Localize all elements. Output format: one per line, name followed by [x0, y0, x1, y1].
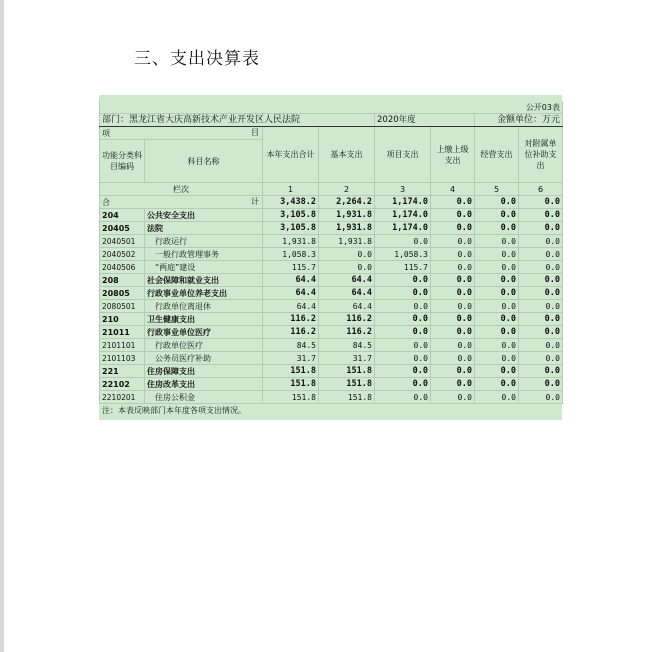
row-value: 3,105.8	[263, 222, 319, 235]
expenditure-table-sheet	[99, 95, 562, 420]
row-value: 0.0	[519, 365, 563, 378]
table-body	[100, 209, 563, 404]
row-value: 3,105.8	[263, 209, 319, 222]
header-item-left: 项	[102, 128, 110, 138]
row-value: 0.0	[475, 339, 519, 352]
row-value: 115.7	[375, 261, 431, 274]
row-name: 一般行政管理事务	[145, 248, 263, 261]
row-value: 0.0	[475, 313, 519, 326]
row-value: 0.0	[475, 287, 519, 300]
column-number: 1	[263, 183, 319, 196]
row-code: 2040506	[100, 261, 145, 274]
row-value: 116.2	[319, 313, 375, 326]
row-name: 行政事业单位医疗	[145, 326, 263, 339]
row-value: 64.4	[319, 300, 375, 313]
header-name: 科目名称	[145, 140, 263, 183]
table-row	[100, 326, 563, 339]
row-value: 151.8	[263, 378, 319, 391]
row-value: 64.4	[263, 274, 319, 287]
note-row	[100, 404, 563, 417]
table-row	[100, 365, 563, 378]
row-value: 0.0	[375, 287, 431, 300]
row-value: 0.0	[431, 235, 475, 248]
row-value: 0.0	[475, 365, 519, 378]
total-value: 2,264.2	[319, 196, 375, 209]
row-name: 住房改革支出	[145, 378, 263, 391]
row-value: 0.0	[475, 248, 519, 261]
row-value: 1,931.8	[263, 235, 319, 248]
row-name: 公务员医疗补助	[145, 352, 263, 365]
row-value: 116.2	[319, 326, 375, 339]
row-value: 84.5	[319, 339, 375, 352]
column-number: 4	[431, 183, 475, 196]
row-value: 151.8	[263, 391, 319, 404]
header-project: 项目支出	[375, 127, 431, 183]
row-value: 0.0	[519, 274, 563, 287]
row-value: 64.4	[263, 287, 319, 300]
row-value: 1,058.3	[263, 248, 319, 261]
row-value: 1,174.0	[375, 222, 431, 235]
row-value: 115.7	[263, 261, 319, 274]
row-code: 2040502	[100, 248, 145, 261]
row-value: 0.0	[375, 352, 431, 365]
row-value: 151.8	[263, 365, 319, 378]
row-value: 0.0	[431, 378, 475, 391]
table-row	[100, 248, 563, 261]
row-value: 0.0	[475, 222, 519, 235]
row-value: 0.0	[375, 339, 431, 352]
form-number: 公开03表	[519, 101, 563, 114]
amount-unit: 金额单位：万元	[475, 114, 563, 127]
row-name: 行政事业单位养老支出	[145, 287, 263, 300]
header-item-row	[100, 127, 563, 140]
column-number: 6	[519, 183, 563, 196]
expenditure-table	[99, 95, 563, 417]
form-number-row	[100, 101, 563, 114]
row-value: 0.0	[475, 235, 519, 248]
row-value: 0.0	[475, 326, 519, 339]
row-value: 0.0	[519, 391, 563, 404]
column-number: 2	[319, 183, 375, 196]
fiscal-year: 2020年度	[375, 114, 475, 127]
row-value: 0.0	[475, 391, 519, 404]
table-row	[100, 222, 563, 235]
row-value: 64.4	[319, 287, 375, 300]
row-value: 1,931.8	[319, 235, 375, 248]
row-name: 行政运行	[145, 235, 263, 248]
department-label: 部门：黑龙江省大庆高新技术产业开发区人民法院	[100, 114, 375, 127]
row-name: 住房公积金	[145, 391, 263, 404]
table-row	[100, 339, 563, 352]
row-value: 0.0	[519, 339, 563, 352]
row-value: 64.4	[263, 300, 319, 313]
total-row	[100, 196, 563, 209]
row-value: 1,174.0	[375, 209, 431, 222]
row-value: 0.0	[431, 248, 475, 261]
row-name: 住房保障支出	[145, 365, 263, 378]
row-value: 0.0	[519, 326, 563, 339]
row-value: 0.0	[431, 274, 475, 287]
row-code: 210	[100, 313, 145, 326]
table-row	[100, 287, 563, 300]
row-value: 1,058.3	[375, 248, 431, 261]
row-value: 0.0	[519, 261, 563, 274]
table-row	[100, 274, 563, 287]
header-basic: 基本支出	[319, 127, 375, 183]
row-value: 0.0	[519, 209, 563, 222]
row-value: 0.0	[475, 261, 519, 274]
table-row	[100, 313, 563, 326]
row-value: 151.8	[319, 391, 375, 404]
column-number-row	[100, 183, 563, 196]
row-code: 221	[100, 365, 145, 378]
row-value: 0.0	[431, 222, 475, 235]
header-subsidy: 对附属单位补助支出	[519, 127, 563, 183]
row-value: 0.0	[375, 300, 431, 313]
row-value: 0.0	[519, 248, 563, 261]
row-value: 31.7	[319, 352, 375, 365]
department-row	[100, 114, 563, 127]
row-value: 64.4	[319, 274, 375, 287]
table-note: 注：本表反映部门本年度各项支出情况。	[102, 405, 246, 415]
row-value: 0.0	[475, 274, 519, 287]
row-value: 116.2	[263, 326, 319, 339]
row-value: 0.0	[431, 287, 475, 300]
column-number: 5	[475, 183, 519, 196]
row-value: 1,931.8	[319, 222, 375, 235]
row-value: 116.2	[263, 313, 319, 326]
row-name: 社会保障和就业支出	[145, 274, 263, 287]
row-code: 2210201	[100, 391, 145, 404]
column-index-label: 栏次	[100, 183, 263, 196]
row-value: 0.0	[475, 378, 519, 391]
row-value: 0.0	[431, 209, 475, 222]
row-value: 0.0	[431, 300, 475, 313]
header-business: 经营支出	[475, 127, 519, 183]
row-value: 0.0	[519, 222, 563, 235]
row-value: 0.0	[519, 378, 563, 391]
row-value: 0.0	[519, 235, 563, 248]
row-value: 0.0	[375, 313, 431, 326]
row-value: 0.0	[431, 365, 475, 378]
row-code: 2080501	[100, 300, 145, 313]
row-code: 20805	[100, 287, 145, 300]
total-value: 0.0	[431, 196, 475, 209]
row-code: 204	[100, 209, 145, 222]
row-value: 0.0	[519, 313, 563, 326]
header-code: 功能分类科目编码	[100, 140, 145, 183]
table-row	[100, 352, 563, 365]
row-value: 0.0	[375, 235, 431, 248]
row-value: 151.8	[319, 365, 375, 378]
total-label-right: 计	[251, 197, 259, 206]
total-value: 0.0	[475, 196, 519, 209]
row-code: 2101101	[100, 339, 145, 352]
row-value: 0.0	[519, 300, 563, 313]
table-row	[100, 209, 563, 222]
total-label-left: 合	[102, 197, 110, 207]
row-value: 151.8	[319, 378, 375, 391]
total-value: 3,438.2	[263, 196, 319, 209]
row-value: 0.0	[519, 287, 563, 300]
row-value: 84.5	[263, 339, 319, 352]
table-row	[100, 235, 563, 248]
row-value: 0.0	[475, 352, 519, 365]
row-value: 0.0	[431, 261, 475, 274]
row-value: 0.0	[375, 378, 431, 391]
header-superior: 上缴上级支出	[431, 127, 475, 183]
page-edge	[0, 0, 4, 652]
row-code: 2040501	[100, 235, 145, 248]
row-code: 22102	[100, 378, 145, 391]
row-value: 0.0	[375, 365, 431, 378]
row-value: 0.0	[475, 209, 519, 222]
column-number: 3	[375, 183, 431, 196]
table-row	[100, 391, 563, 404]
row-code: 2101103	[100, 352, 145, 365]
row-value: 0.0	[431, 326, 475, 339]
row-code: 208	[100, 274, 145, 287]
row-name: 行政单位离退休	[145, 300, 263, 313]
row-value: 31.7	[263, 352, 319, 365]
section-heading: 三、支出决算表	[134, 49, 260, 69]
row-value: 0.0	[375, 274, 431, 287]
row-value: 0.0	[475, 300, 519, 313]
row-name: 卫生健康支出	[145, 313, 263, 326]
row-value: 0.0	[375, 391, 431, 404]
total-value: 0.0	[519, 196, 563, 209]
row-value: 0.0	[431, 339, 475, 352]
row-code: 20405	[100, 222, 145, 235]
row-value: 0.0	[431, 391, 475, 404]
row-name: “两庭”建设	[145, 261, 263, 274]
table-row	[100, 378, 563, 391]
row-value: 0.0	[519, 352, 563, 365]
row-value: 1,931.8	[319, 209, 375, 222]
row-code: 21011	[100, 326, 145, 339]
total-value: 1,174.0	[375, 196, 431, 209]
row-value: 0.0	[431, 313, 475, 326]
row-name: 公共安全支出	[145, 209, 263, 222]
row-name: 法院	[145, 222, 263, 235]
table-row	[100, 300, 563, 313]
header-total: 本年支出合计	[263, 127, 319, 183]
row-value: 0.0	[375, 326, 431, 339]
row-value: 0.0	[319, 261, 375, 274]
row-name: 行政单位医疗	[145, 339, 263, 352]
row-value: 0.0	[431, 352, 475, 365]
row-value: 0.0	[319, 248, 375, 261]
table-row	[100, 261, 563, 274]
header-item-right: 目	[251, 128, 259, 137]
